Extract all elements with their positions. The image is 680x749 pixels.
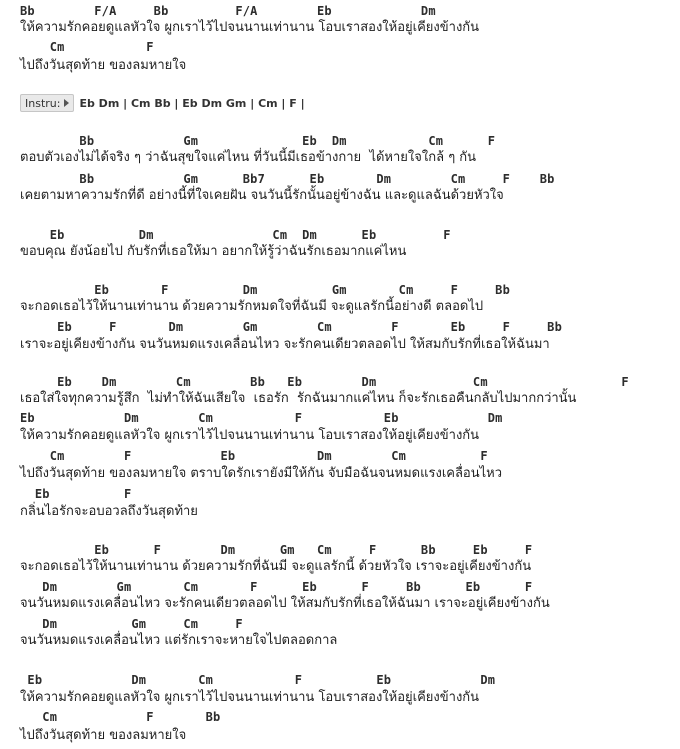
lyric-line: ไปถึงวันสุดท้าย ของลมหายใจ ตราบใดรักเรายังมีให้กัน จับมือฉันจนหมดแรงเคลื่อนไหว bbox=[20, 466, 503, 481]
lyric-line: เราจะอยู่เคียงข้างกัน จนวันหมดแรงเคลื่อนไหว จะรักคนเดียวตลอดไป ให้สมกับรักที่เธอให้ฉันมา bbox=[20, 337, 550, 352]
chord-line: Eb Dm Cm F Eb Dm bbox=[20, 673, 496, 687]
chord-line: Eb F bbox=[20, 487, 132, 501]
chord-line: Eb Dm Cm Bb Eb Dm Cm F bbox=[20, 375, 629, 389]
chord-line: Eb F Dm Gm Cm F Bb bbox=[20, 283, 511, 297]
instru-play-button[interactable] bbox=[20, 94, 74, 112]
instrumental-row bbox=[20, 94, 305, 112]
lyric-line: ให้ความรักคอยดูแลหัวใจ ผูกเราไว้ไปจนนานเท่านาน โอบเราสองให้อยู่เคียงข้างกัน bbox=[20, 20, 480, 35]
lyric-line: ไปถึงวันสุดท้าย ของลมหายใจ bbox=[20, 58, 187, 73]
lyric-line: เธอใส่ใจทุกความรู้สึก ไม่ทำให้ฉันเสียใจ เธอรัก รักฉันมากแค่ไหน ก็จะรักเธอคืนกลับไปมากกว่านั้น bbox=[20, 391, 577, 406]
play-icon bbox=[64, 99, 69, 107]
chord-line: Eb F Dm Gm Cm F Eb F Bb bbox=[20, 320, 562, 334]
chord-line: Eb Dm Cm Dm Eb F bbox=[20, 228, 451, 242]
lyric-line: จนวันหมดแรงเคลื่อนไหว แต่รักเราจะหายใจไปตลอดกาล bbox=[20, 633, 338, 648]
instru-sequence: Eb Dm | Cm Bb | Eb Dm Gm | Cm | F | bbox=[79, 96, 305, 110]
chord-line: Dm Gm Cm F bbox=[20, 617, 243, 631]
chord-line: Dm Gm Cm F Eb F Bb Eb F bbox=[20, 580, 533, 594]
instru-label: Instru: bbox=[25, 96, 61, 110]
chord-line: Bb Gm Eb Dm Cm F bbox=[20, 134, 496, 148]
lyric-line: จะกอดเธอไว้ให้นานเท่านาน ด้วยความรักที่ฉันมี จะดูแลรักนี้ ด้วยหัวใจ เราจะอยู่เคียงข้างกัน bbox=[20, 559, 532, 574]
chord-line: Bb Gm Bb7 Eb Dm Cm F Bb bbox=[20, 172, 555, 186]
lyric-line: กลิ่นไอรักจะอบอวลถึงวันสุดท้าย bbox=[20, 504, 198, 519]
lyric-line: ไปถึงวันสุดท้าย ของลมหายใจ bbox=[20, 728, 187, 743]
lyric-line: ให้ความรักคอยดูแลหัวใจ ผูกเราไว้ไปจนนานเท่านาน โอบเราสองให้อยู่เคียงข้างกัน bbox=[20, 690, 480, 705]
chord-line: Eb Dm Cm F Eb Dm bbox=[20, 411, 503, 425]
chord-line: Cm F Bb bbox=[20, 710, 221, 724]
lyric-line: เคยตามหาความรักที่ดี อย่างนี้ที่ใจเคยฝัน จนวันนี้รักนั้นอยู่ข้างฉัน และดูแลฉันด้วยหัวใจ bbox=[20, 188, 504, 203]
lyric-line: จะกอดเธอไว้ให้นานเท่านาน ด้วยความรักหมดใจที่ฉันมี จะดูแลรักนี้อย่างดี ตลอดไป bbox=[20, 299, 484, 314]
lyric-line: ให้ความรักคอยดูแลหัวใจ ผูกเราไว้ไปจนนานเท่านาน โอบเราสองให้อยู่เคียงข้างกัน bbox=[20, 428, 480, 443]
chord-line: Cm F bbox=[20, 40, 154, 54]
chord-line: Eb F Dm Gm Cm F Bb Eb F bbox=[20, 543, 533, 557]
lyric-line: ขอบคุณ ยังน้อยไป กับรักที่เธอให้มา อยากให้รู้ว่าฉันรักเธอมากแค่ไหน bbox=[20, 244, 407, 259]
chord-line: Bb F/A Bb F/A Eb Dm bbox=[20, 4, 436, 18]
lyric-line: จนวันหมดแรงเคลื่อนไหว จะรักคนเดียวตลอดไป ให้สมกับรักที่เธอให้ฉันมา เราจะอยู่เคียงข้างกัน bbox=[20, 596, 550, 611]
lyric-line: ตอบตัวเองไม่ได้จริง ๆ ว่าฉันสุขใจแค่ไหน ที่วันนี้มีเธอข้างกาย ได้หายใจใกล้ ๆ กัน bbox=[20, 150, 477, 165]
chord-line: Cm F Eb Dm Cm F bbox=[20, 449, 488, 463]
